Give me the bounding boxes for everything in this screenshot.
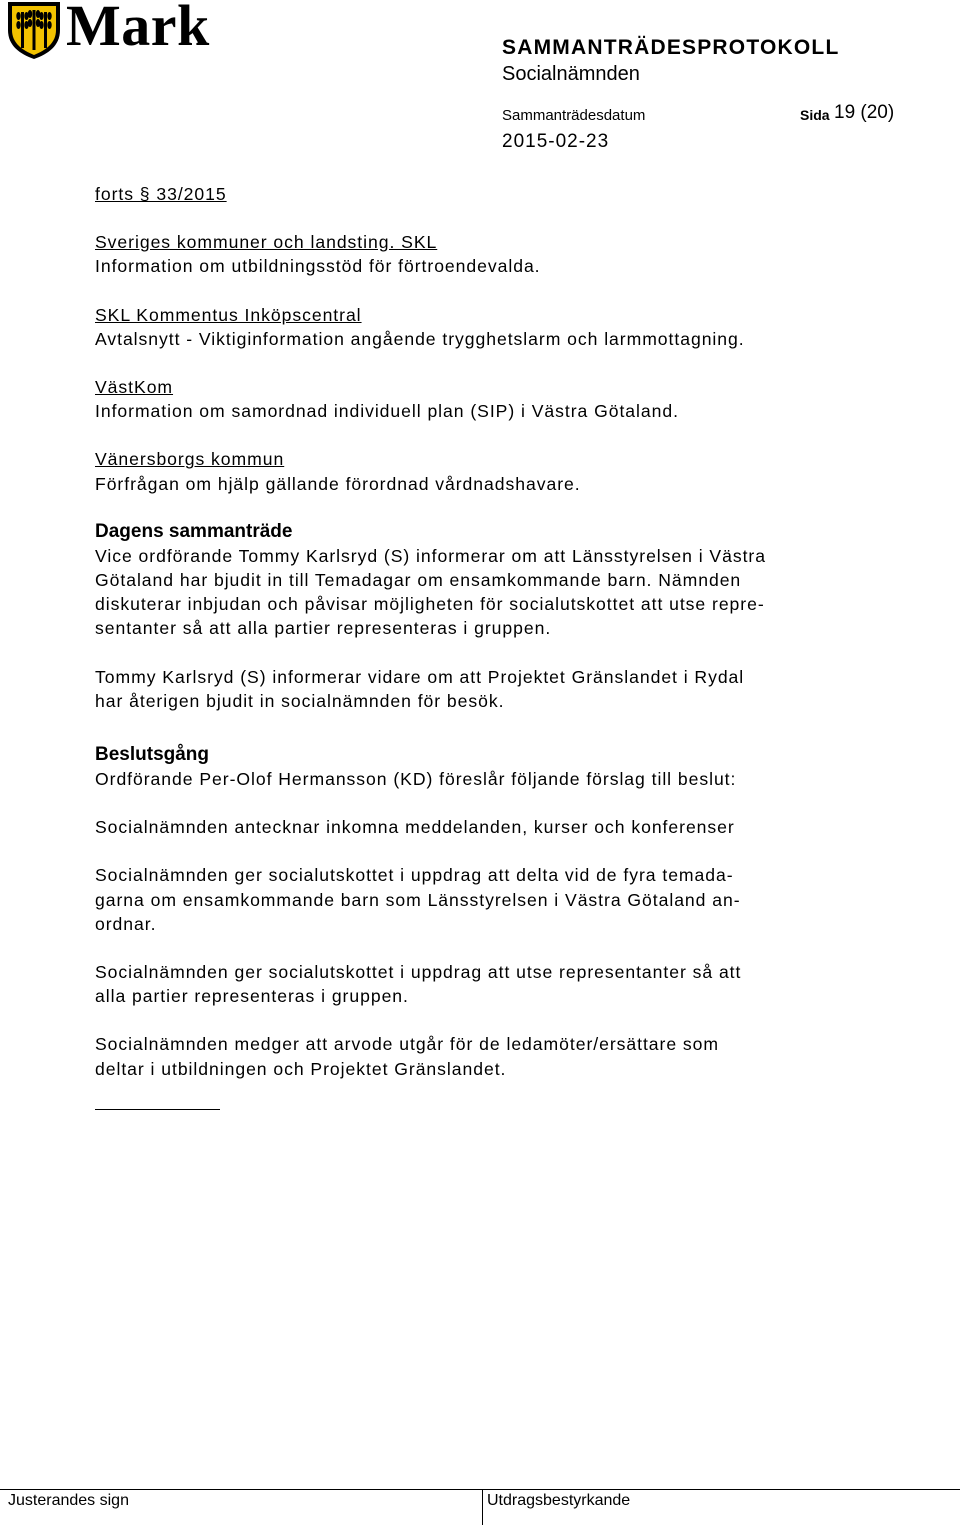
document-body [95, 182, 885, 1110]
paragraph-line: Tommy Karlsryd (S) informerar vidare om att Projektet Gränslandet i Rydal [95, 666, 745, 687]
justerandes-sign-label: Justerandes sign [8, 1492, 129, 1509]
item-text: Förfrågan om hjälp gällande förordnad vårdnadshavare. [95, 473, 581, 494]
decision-line: ordnar. [95, 913, 157, 934]
beslut-intro: Ordförande Per-Olof Hermansson (KD) föreslår följande förslag till beslut: [95, 769, 737, 790]
decision-line: garna om ensamkommande barn som Länsstyrelsen i Västra Götaland an- [95, 889, 741, 910]
beslutsgang-heading: Beslutsgång [95, 744, 210, 766]
meeting-date: 2015-02-23 [502, 131, 610, 152]
decision-line: Socialnämnden ger socialutskottet i uppdrag att utse representanter så att [95, 962, 742, 983]
page-label: Sida [800, 107, 830, 123]
meeting-date-label: Sammanträdesdatum [502, 107, 646, 124]
paragraph-line: diskuterar inbjudan och påvisar möjligheten för socialutskottet att utse repre- [95, 594, 765, 615]
item-text: Information om utbildningsstöd för förtroendevalda. [95, 256, 541, 277]
item-text: Information om samordnad individuell plan (SIP) i Västra Götaland. [95, 401, 679, 422]
section-continuation: forts § 33/2015 [95, 184, 227, 204]
item-text: Avtalsnytt - Viktiginformation angående trygghetslarm och larmmottagning. [95, 328, 745, 349]
item-org: Vänersborgs kommun [95, 449, 285, 470]
item-org: VästKom [95, 377, 174, 398]
decision-line: Socialnämnden antecknar inkomna meddelanden, kurser och konferenser [95, 817, 735, 838]
paragraph-line: Götaland har bjudit in till Temadagar om ensamkommande barn. Nämnden [95, 570, 742, 591]
paragraph-line: har återigen bjudit in socialnämnden för besök. [95, 690, 505, 711]
decision-line: Socialnämnden medger att arvode utgår för de ledamöter/ersättare som [95, 1034, 719, 1055]
decision-line: alla partier representeras i gruppen. [95, 986, 409, 1007]
paragraph-line: Vice ordförande Tommy Karlsryd (S) informerar om att Länsstyrelsen i Västra [95, 545, 766, 566]
decision-line: Socialnämnden ger socialutskottet i uppdrag att delta vid de fyra temada- [95, 865, 734, 886]
signature-footer [0, 1489, 960, 1525]
document-title: SAMMANTRÄDESPROTOKOLL [502, 36, 840, 59]
item-org: SKL Kommentus Inköpscentral [95, 304, 362, 325]
municipality-coat-of-arms-logo [4, 0, 64, 60]
footer-divider [482, 1490, 483, 1525]
decision-line: deltar i utbildningen och Projektet Gränslandet. [95, 1058, 507, 1079]
page-number: 19 (20) [834, 102, 895, 123]
utdragsbestyrkande-label: Utdragsbestyrkande [487, 1492, 631, 1509]
closing-rule [95, 1109, 220, 1110]
logo-text: Mark [66, 0, 210, 58]
paragraph-line: sentanter så att alla partier representeras i gruppen. [95, 618, 552, 639]
item-org: Sveriges kommuner och landsting. SKL [95, 232, 438, 253]
department-name: Socialnämnden [502, 63, 640, 85]
dagens-sammantrade-heading: Dagens sammanträde [95, 520, 293, 542]
